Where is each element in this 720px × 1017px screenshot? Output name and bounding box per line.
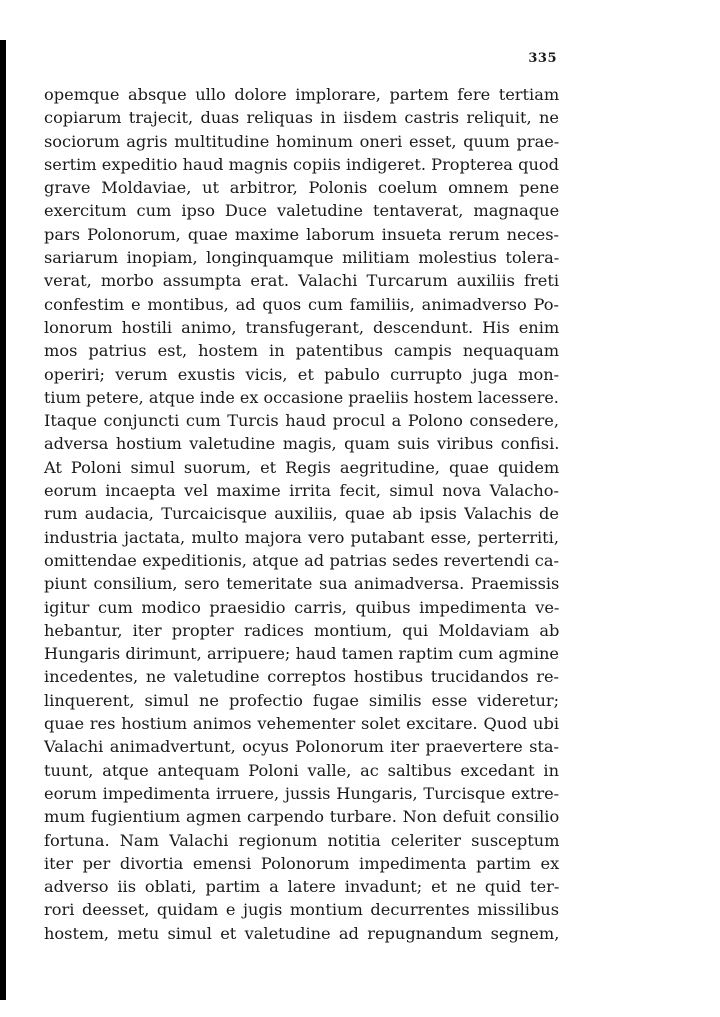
text-line: At Poloni simul suorum, et Regis aegritudine, quae quidem [44, 457, 560, 477]
text-line: sariarum inopiam, longinquamque militiam molestius tolera- [44, 248, 560, 268]
text-line: pars Polonorum, quae maxime laborum insueta rerum neces- [44, 224, 559, 244]
text-line: rum audacia, Turcaicisque auxiliis, quae ab ipsis Valachis de [44, 504, 559, 524]
text-line: sociorum agris multitudine hominum oneri esset, quum prae- [44, 131, 560, 151]
text-line: mos patrius est, hostem in patentibus campis nequaquam [44, 341, 560, 361]
body-text [44, 83, 559, 945]
text-line: mum fugientium agmen carpendo turbare. Non defuit consilio [44, 807, 560, 827]
text-line: Valachi animadvertunt, ocyus Polonorum iter praevertere sta- [44, 737, 559, 757]
text-line: exercitum cum ipso Duce valetudine tentaverat, magnaque [44, 201, 560, 221]
text-line: industria jactata, multo majora vero putabant esse, perterriti, [44, 527, 559, 547]
text-line: grave Moldaviae, ut arbitror, Polonis coelum omnem pene [44, 178, 560, 198]
text-line: quae res hostium animos vehementer solet excitare. Quod ubi [44, 714, 559, 734]
text-line: piunt consilium, sero temeritate sua animadversa. Praemissis [44, 574, 560, 594]
text-line: adverso iis oblati, partim a latere invadunt; et ne quid ter- [44, 877, 560, 897]
text-line: Hungaris dirimunt, arripuere; haud tamen raptim cum agmine [44, 644, 559, 664]
text-line: eorum impedimenta irruere, jussis Hungaris, Turcisque extre- [44, 783, 560, 803]
page-number: 335 [528, 51, 557, 66]
text-line: sertim expeditio haud magnis copiis indigeret. Propterea quod [44, 154, 560, 174]
text-line: tium petere, atque inde ex occasione praeliis hostem lacessere. [44, 387, 559, 407]
text-line: fortuna. Nam Valachi regionum notitia celeriter susceptum [44, 830, 560, 850]
text-line: incedentes, ne valetudine correptos hostibus trucidandos re- [44, 667, 559, 687]
text-line: linquerent, simul ne profectio fugae similis esse videretur; [44, 690, 560, 710]
text-line: adversa hostium valetudine magis, quam suis viribus confisi. [44, 434, 560, 454]
text-line: copiarum trajecit, duas reliquas in iisdem castris reliquit, ne [44, 108, 559, 128]
text-line: verat, morbo assumpta erat. Valachi Turcarum auxiliis freti [44, 271, 559, 291]
text-line: opemque absque ullo dolore implorare, partem fere tertiam [44, 85, 560, 104]
text-line: omittendae expeditionis, atque ad patrias sedes revertendi ca- [44, 550, 559, 570]
text-line: iter per divortia emensi Polonorum impedimenta partim ex [44, 853, 560, 873]
text-line: lonorum hostili animo, transfugerant, descendunt. His enim [44, 317, 560, 337]
text-line: operiri; verum exustis vicis, et pabulo currupto juga mon- [44, 364, 560, 384]
text-line: rori deesset, quidam e jugis montium decurrentes missilibus [44, 900, 560, 920]
text-line: confestim e montibus, ad quos cum familiis, animadverso Po- [44, 294, 559, 314]
text-line: hebantur, iter propter radices montium, qui Moldaviam ab [44, 620, 560, 640]
text-line: tuunt, atque antequam Poloni valle, ac saltibus excedant in [44, 760, 559, 780]
text-line: eorum incaepta vel maxime irrita fecit, simul nova Valacho- [44, 481, 559, 501]
scan-edge-bar [0, 40, 6, 1000]
text-line: Itaque conjuncti cum Turcis haud procul a Polono consedere, [44, 411, 559, 431]
text-line: igitur cum modico praesidio carris, quibus impedimenta ve- [44, 597, 560, 617]
text-line: hostem, metu simul et valetudine ad repugnandum segnem, [44, 923, 560, 943]
